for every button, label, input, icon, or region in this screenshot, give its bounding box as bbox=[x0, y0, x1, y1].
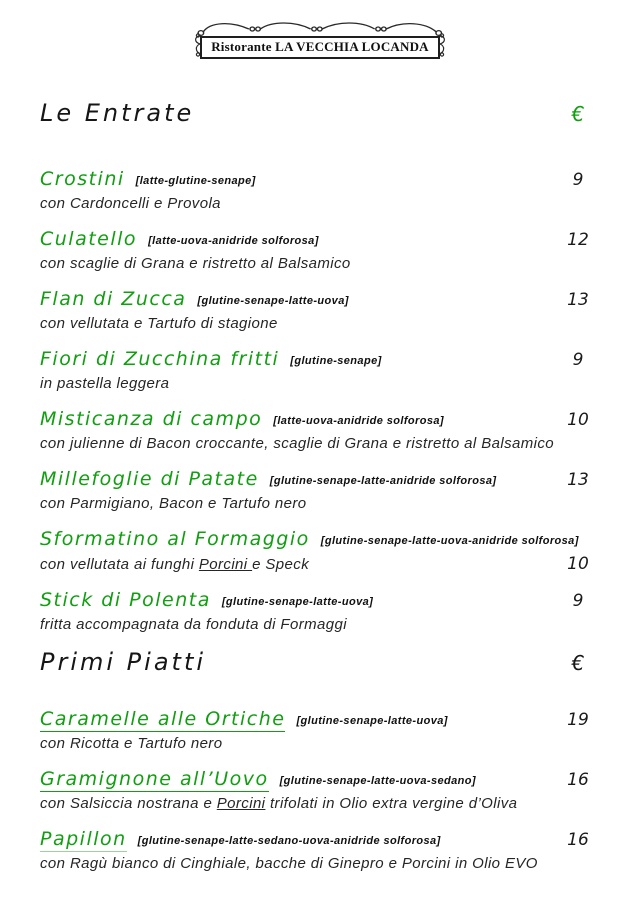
description-text: e Speck bbox=[252, 556, 310, 573]
item-description bbox=[40, 374, 606, 394]
item-description bbox=[40, 615, 606, 635]
item-allergens: [glutine-senape-latte-uova-sedano] bbox=[279, 775, 476, 787]
sign-text: Ristorante LA VECCHIA LOCANDA bbox=[200, 36, 440, 59]
description-text: con scaglie di Grana e ristretto al Balsamico bbox=[40, 255, 351, 272]
item-allergens: [glutine-senape-latte-uova] bbox=[221, 596, 374, 608]
item-price: 9 bbox=[572, 170, 584, 190]
description-text: con vellutata ai funghi bbox=[40, 556, 199, 573]
item-description bbox=[40, 194, 606, 214]
item-description bbox=[40, 434, 606, 454]
item-title-line bbox=[40, 287, 606, 314]
menu-section bbox=[40, 648, 606, 874]
section-title: Primi Piatti bbox=[40, 648, 207, 676]
section-header bbox=[40, 648, 606, 677]
menu-item bbox=[40, 527, 606, 575]
item-description-line bbox=[40, 194, 606, 214]
item-title-line bbox=[40, 827, 606, 854]
item-description-line bbox=[40, 254, 606, 274]
item-allergens: [glutine-senape-latte-sedano-uova-anidride solforosa] bbox=[137, 835, 441, 847]
item-description-line bbox=[40, 494, 606, 514]
description-text: con Cardoncelli e Provola bbox=[40, 195, 221, 212]
underlined-word: Porcini bbox=[198, 556, 253, 573]
section-title: Le Entrate bbox=[40, 99, 195, 127]
item-description-line bbox=[40, 554, 606, 575]
item-description bbox=[40, 555, 550, 575]
item-description-line bbox=[40, 854, 606, 874]
item-price: 10 bbox=[567, 410, 589, 430]
currency-symbol: € bbox=[571, 651, 585, 675]
item-price: 16 bbox=[567, 770, 589, 790]
item-name: Misticanza di campo bbox=[40, 408, 263, 430]
item-description-line bbox=[40, 734, 606, 754]
menu-sections bbox=[0, 99, 640, 874]
item-name: Papillon bbox=[40, 828, 127, 850]
item-description bbox=[40, 254, 606, 274]
item-title-line bbox=[40, 588, 606, 615]
item-price: 13 bbox=[567, 470, 589, 490]
item-name: Flan di Zucca bbox=[40, 288, 187, 310]
item-allergens: [glutine-senape] bbox=[290, 355, 382, 367]
item-allergens: [glutine-senape-latte-uova] bbox=[197, 295, 349, 307]
item-allergens: [glutine-senape-latte-uova] bbox=[296, 715, 448, 727]
item-description bbox=[40, 734, 606, 754]
item-allergens: [glutine-senape-latte-uova-anidride solforosa] bbox=[320, 535, 579, 547]
description-text: con Parmigiano, Bacon e Tartufo nero bbox=[40, 495, 307, 512]
menu-item bbox=[40, 287, 606, 334]
item-price: 12 bbox=[567, 230, 589, 250]
item-description-line bbox=[40, 314, 606, 334]
menu-item bbox=[40, 767, 606, 814]
item-description-line bbox=[40, 794, 606, 814]
item-title-line bbox=[40, 347, 606, 374]
item-title-line bbox=[40, 527, 606, 554]
restaurant-sign bbox=[0, 0, 640, 59]
item-description-line bbox=[40, 374, 606, 394]
item-price: 13 bbox=[567, 290, 589, 310]
description-text: con julienne di Bacon croccante, scaglie di Grana e ristretto al Balsamico bbox=[40, 435, 555, 452]
description-text: con Salsiccia nostrana e bbox=[40, 795, 217, 812]
item-name: Stick di Polenta bbox=[40, 589, 211, 611]
item-description bbox=[40, 494, 606, 514]
description-text: fritta accompagnata da fonduta di Formaggi bbox=[40, 616, 347, 633]
item-title-line bbox=[40, 467, 606, 494]
currency-symbol: € bbox=[571, 102, 585, 126]
item-title-line bbox=[40, 167, 606, 194]
item-name: Millefoglie di Patate bbox=[40, 468, 259, 490]
item-name: Gramignone all’Uovo bbox=[40, 768, 269, 790]
item-allergens: [latte-uova-anidride solforosa] bbox=[273, 415, 444, 427]
item-price: 9 bbox=[572, 591, 584, 611]
scrollwork-icon bbox=[194, 21, 446, 37]
item-title-line bbox=[40, 227, 606, 254]
item-name: Fiori di Zucchina fritti bbox=[40, 348, 280, 370]
item-allergens: [latte-uova-anidride solforosa] bbox=[148, 235, 319, 247]
item-description bbox=[40, 794, 606, 814]
item-price: 19 bbox=[567, 710, 589, 730]
item-description bbox=[40, 854, 606, 874]
item-name: Caramelle alle Ortiche bbox=[40, 708, 286, 730]
item-name: Culatello bbox=[40, 228, 138, 250]
menu-item bbox=[40, 588, 606, 635]
item-description-line bbox=[40, 434, 606, 454]
item-allergens: [glutine-senape-latte-anidride solforosa] bbox=[269, 475, 497, 487]
description-text: con vellutata e Tartufo di stagione bbox=[40, 315, 278, 332]
item-description bbox=[40, 314, 606, 334]
item-name: Crostini bbox=[40, 168, 125, 190]
item-title-line bbox=[40, 767, 606, 794]
item-price: 10 bbox=[567, 554, 589, 574]
menu-item bbox=[40, 707, 606, 754]
menu-item bbox=[40, 467, 606, 514]
menu-item bbox=[40, 407, 606, 454]
section-header bbox=[40, 99, 606, 128]
description-text: con Ragù bianco di Cinghiale, bacche di Ginepro e Porcini in Olio EVO bbox=[40, 855, 538, 872]
underlined-word: Porcini bbox=[216, 795, 266, 812]
item-price: 16 bbox=[567, 830, 589, 850]
item-description-line bbox=[40, 615, 606, 635]
item-name: Sformatino al Formaggio bbox=[40, 528, 310, 550]
menu-item bbox=[40, 827, 606, 874]
description-text: trifolati in Olio extra vergine d’Oliva bbox=[265, 795, 518, 812]
menu-item bbox=[40, 227, 606, 274]
menu-item bbox=[40, 167, 606, 214]
menu-item bbox=[40, 347, 606, 394]
menu-section bbox=[40, 99, 606, 635]
item-allergens: [latte-glutine-senape] bbox=[135, 175, 256, 187]
description-text: con Ricotta e Tartufo nero bbox=[40, 735, 223, 752]
item-title-line bbox=[40, 707, 606, 734]
description-text: in pastella leggera bbox=[40, 375, 170, 392]
item-price: 9 bbox=[572, 350, 584, 370]
item-title-line bbox=[40, 407, 606, 434]
